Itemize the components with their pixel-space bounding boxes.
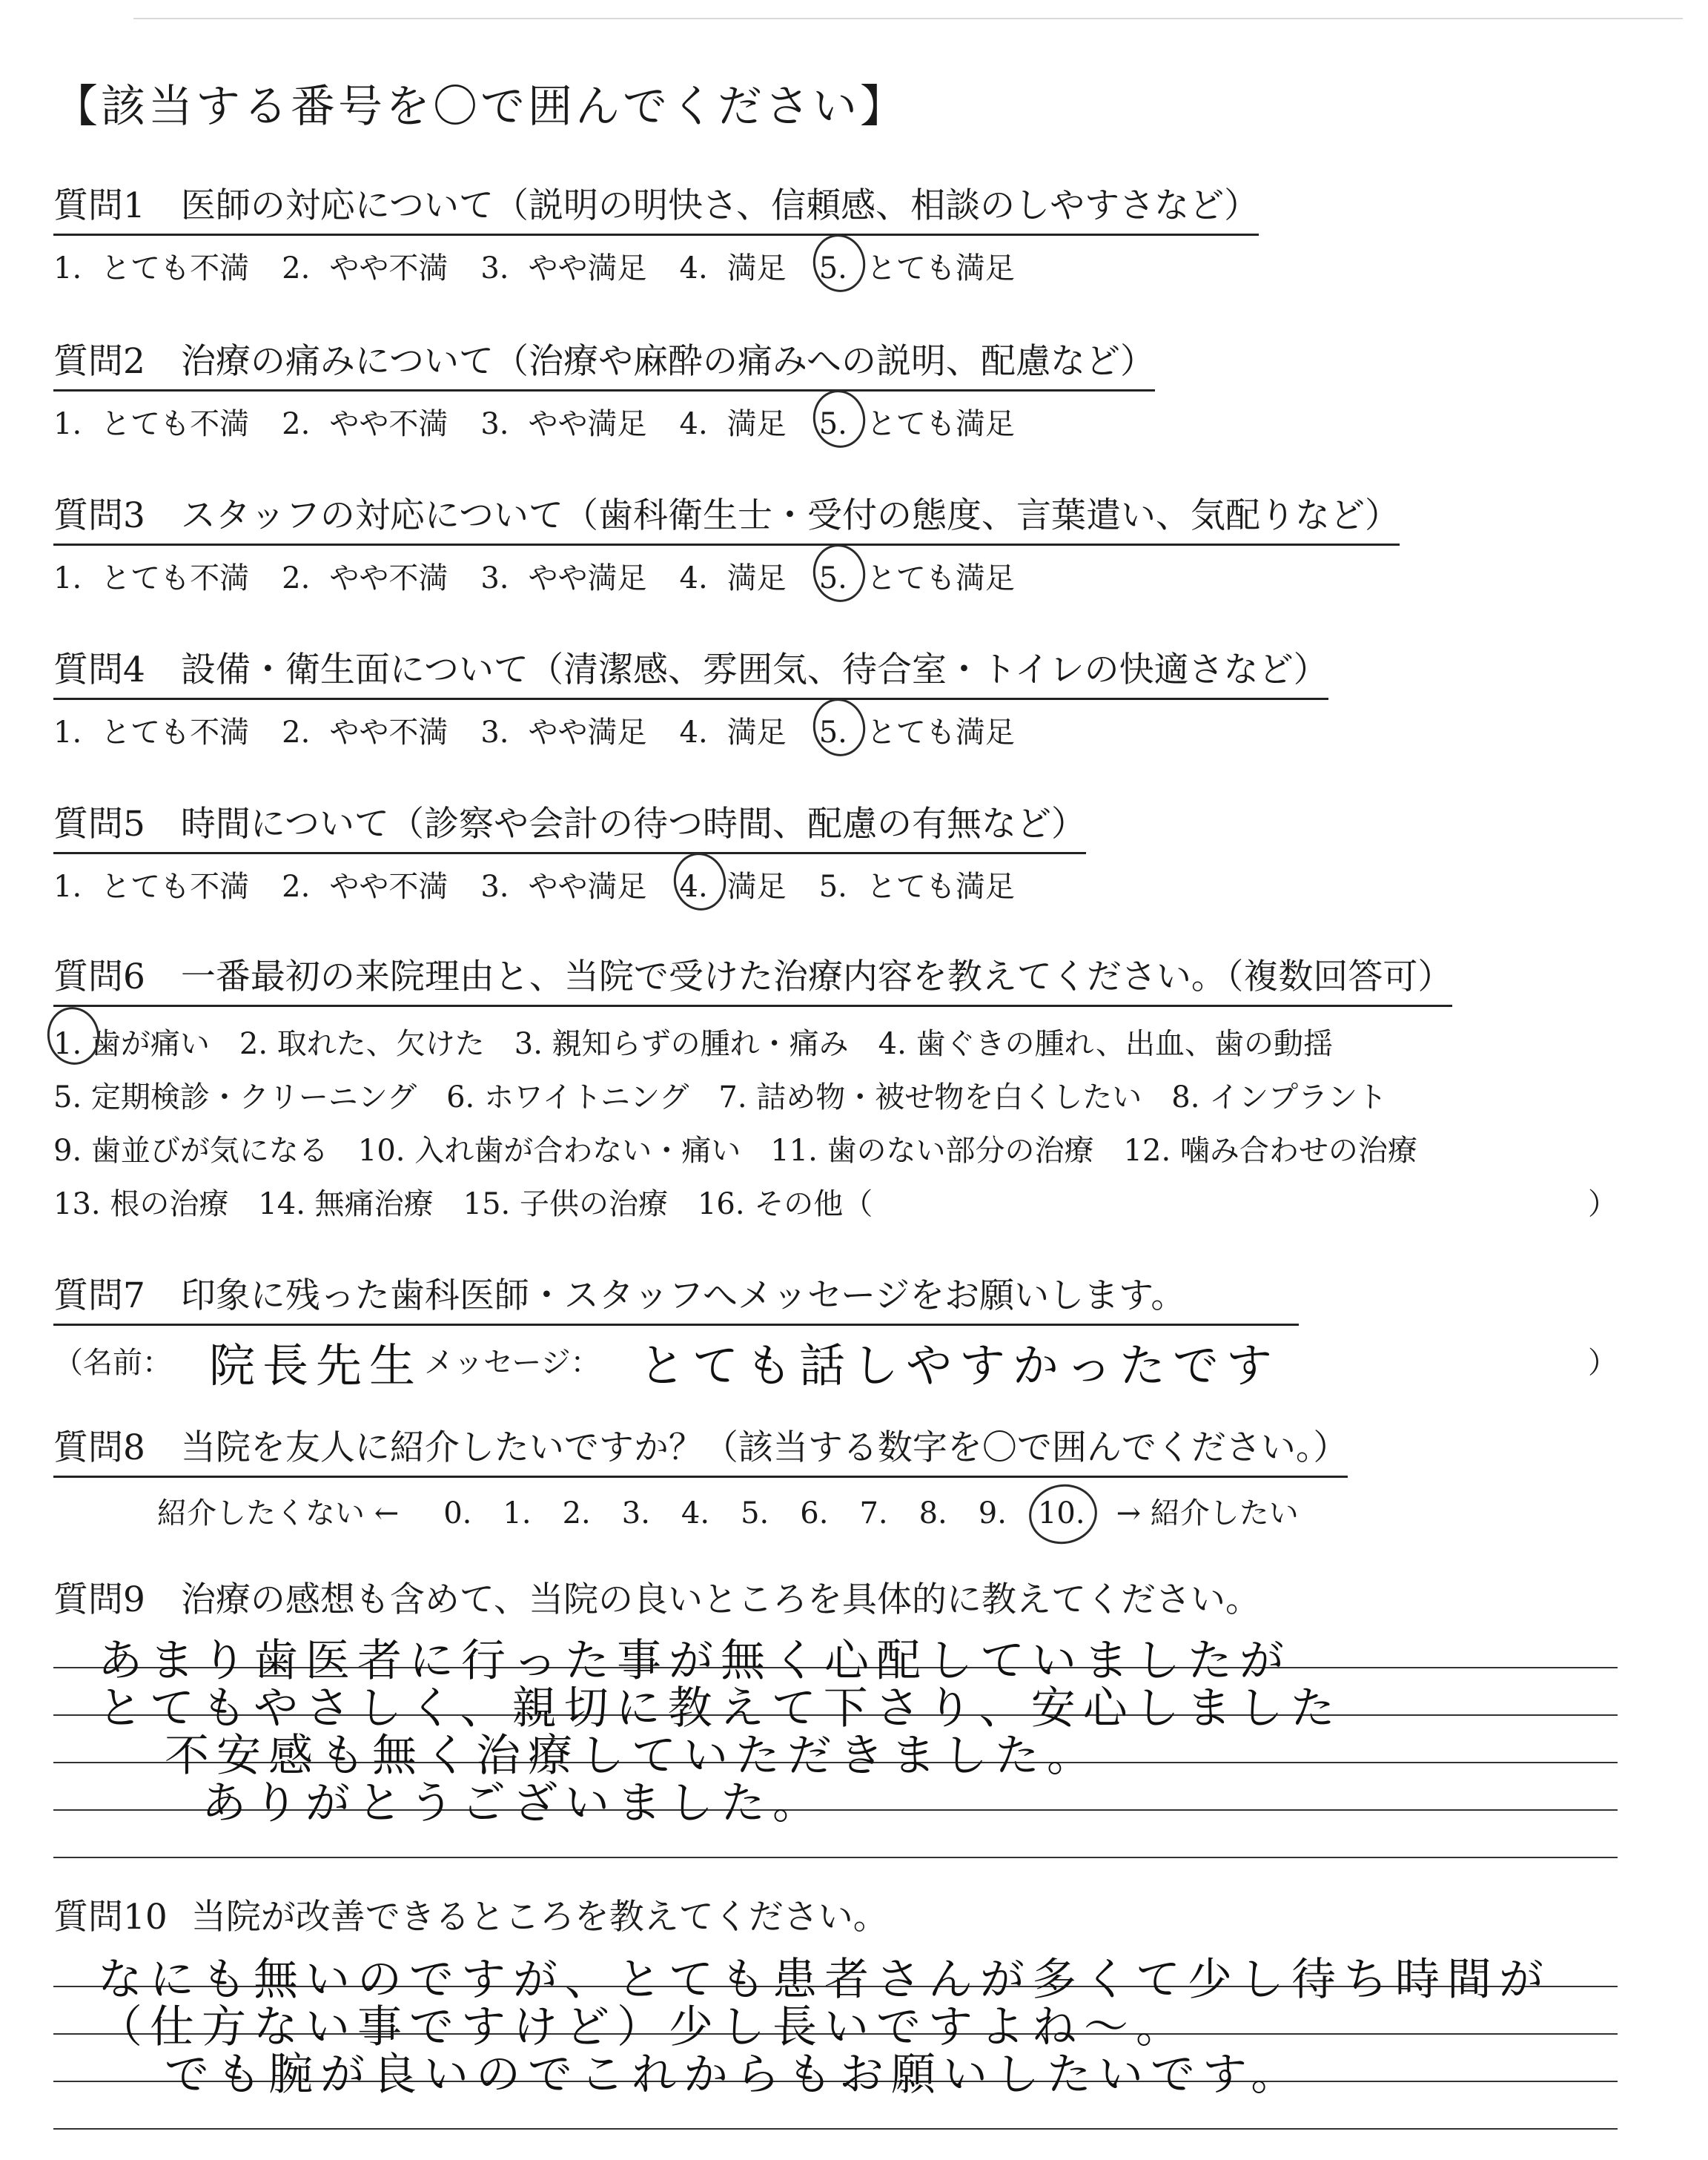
question-5 — [53, 796, 1086, 905]
treatment-option-8[interactable]: 8. インプラント — [1171, 1080, 1388, 1114]
rating-option-1[interactable]: 1. とても不満 — [53, 561, 250, 595]
treatment-option-11[interactable]: 11. 歯のない部分の治療 — [770, 1134, 1094, 1168]
question-3 — [53, 488, 1400, 597]
treatment-row — [53, 1178, 1618, 1231]
question-1-title: 質問1 医師の対応について（説明の明快さ、信頼感、相談のしやすさなど） — [53, 178, 1259, 236]
treatment-option-7[interactable]: 7. 詰め物・被せ物を白くしたい — [718, 1080, 1142, 1114]
rating-option-3[interactable]: 3. やや満足 — [480, 716, 647, 750]
answer-10-lines — [53, 1943, 1618, 2158]
message-value-handwritten: とても話しやすかったです — [639, 1338, 1280, 1393]
scale-left-label: 紹介したくない ← — [157, 1496, 400, 1530]
handwritten-answer-line: でも腕が良いのでこれからもお願いしたいです。 — [165, 2049, 1303, 2101]
rating-option-4[interactable]: 4. 満足 — [679, 561, 787, 595]
rating-option-5[interactable]: 5. とても満足 — [819, 709, 1015, 751]
recommend-score-2[interactable]: 2. — [562, 1496, 591, 1530]
treatment-option-16[interactable]: 16. その他（ — [697, 1187, 873, 1221]
question-8 — [53, 1420, 1618, 1532]
name-value-handwritten: 院長先生 — [209, 1338, 423, 1393]
question-9 — [53, 1572, 1260, 1622]
treatment-option-5[interactable]: 5. 定期検診・クリーニング — [53, 1080, 417, 1114]
ruled-line — [53, 1857, 1618, 1858]
rating-option-3[interactable]: 3. やや満足 — [480, 870, 647, 904]
rating-option-4[interactable]: 4. 満足 — [679, 407, 787, 441]
handwritten-answer-line: 不安感も無く治療していただきました。 — [165, 1730, 1099, 1782]
rating-option-5[interactable]: 5. とても満足 — [819, 245, 1015, 287]
recommend-score-1[interactable]: 1. — [503, 1496, 532, 1530]
rating-option-4[interactable]: 4. 満足 — [679, 251, 787, 285]
rating-option-3[interactable]: 3. やや満足 — [480, 407, 647, 441]
recommend-score-10[interactable]: 10. — [1037, 1496, 1085, 1530]
rating-option-5[interactable]: 5. とても満足 — [819, 400, 1015, 443]
handwritten-answer-line: なにも無いのですが、とても患者さんが多くて少し待ち時間が — [98, 1954, 1551, 2006]
question-7-title: 質問7 印象に残った歯科医師・スタッフへメッセージをお願いします。 — [53, 1268, 1299, 1326]
question-2-title: 質問2 治療の痛みについて（治療や麻酔の痛みへの説明、配慮など） — [53, 334, 1155, 392]
rating-option-2[interactable]: 2. やや不満 — [282, 561, 448, 595]
treatment-row — [53, 1017, 1618, 1071]
handwritten-answer-line: ありがとうございました。 — [202, 1777, 824, 1829]
treatment-option-14[interactable]: 14. 無痛治療 — [258, 1187, 434, 1221]
handwritten-answer-line: （仕方ない事ですけど）少し長いですよね〜。 — [98, 2001, 1188, 2053]
question-4-title: 質問4 設備・衛生面について（清潔感、雰囲気、待合室・トイレの快適さなど） — [53, 642, 1328, 700]
rating-options — [53, 555, 1400, 597]
treatment-option-6[interactable]: 6. ホワイトニング — [446, 1080, 689, 1114]
recommend-score-4[interactable]: 4. — [681, 1496, 710, 1530]
recommend-score-5[interactable]: 5. — [741, 1496, 769, 1530]
question-2 — [53, 334, 1155, 443]
question-6 — [53, 949, 1618, 1231]
rating-option-5[interactable]: 5. とても満足 — [818, 870, 1015, 904]
rating-option-4[interactable]: 4. 満足 — [679, 716, 787, 750]
instruction-header: 【該当する番号を〇で囲んでください】 — [53, 81, 907, 133]
question-8-title: 質問8 当院を友人に紹介したいですか？（該当する数字を〇で囲んでください。） — [53, 1420, 1348, 1478]
question-10-title: 質問10 当院が改善できるところを教えてください。 — [53, 1897, 888, 1938]
question-4 — [53, 642, 1328, 751]
question-10 — [53, 1889, 888, 1939]
treatment-option-2[interactable]: 2. 取れた、欠けた — [239, 1027, 485, 1061]
rating-options — [53, 863, 1086, 905]
question-5-title: 質問5 時間について（診察や会計の待つ時間、配慮の有無など） — [53, 796, 1086, 854]
recommend-score-9[interactable]: 9. — [978, 1496, 1007, 1530]
rating-option-3[interactable]: 3. やや満足 — [480, 251, 647, 285]
rating-options — [53, 245, 1259, 287]
treatment-option-12[interactable]: 12. 噛み合わせの治療 — [1123, 1134, 1417, 1168]
treatment-option-3[interactable]: 3. 親知らずの腫れ・痛み — [514, 1027, 849, 1061]
rating-options — [53, 400, 1155, 443]
recommend-score-0[interactable]: 0. — [443, 1496, 472, 1530]
treatment-option-9[interactable]: 9. 歯並びが気になる — [53, 1134, 328, 1168]
other-close-paren: ） — [1588, 1187, 1618, 1221]
question-9-title: 質問9 治療の感想も含めて、当院の良いところを具体的に教えてください。 — [53, 1579, 1260, 1620]
rating-option-1[interactable]: 1. とても不満 — [53, 407, 250, 441]
treatment-row — [53, 1124, 1618, 1178]
recommend-scale — [53, 1490, 1618, 1532]
rating-option-3[interactable]: 3. やや満足 — [480, 561, 647, 595]
recommend-score-6[interactable]: 6. — [800, 1496, 829, 1530]
rating-option-1[interactable]: 1. とても不満 — [53, 716, 250, 750]
question-1 — [53, 178, 1259, 287]
rating-option-1[interactable]: 1. とても不満 — [53, 870, 250, 904]
treatment-row — [53, 1071, 1618, 1124]
rating-option-2[interactable]: 2. やや不満 — [282, 251, 448, 285]
q7-close-paren: ） — [1588, 1346, 1618, 1380]
handwritten-answer-line: あまり歯医者に行った事が無く心配していましたが — [98, 1635, 1291, 1687]
rating-option-2[interactable]: 2. やや不満 — [282, 870, 448, 904]
recommend-score-8[interactable]: 8. — [918, 1496, 947, 1530]
page-top-rule — [133, 18, 1683, 19]
scale-right-label: → 紹介したい — [1116, 1496, 1299, 1530]
rating-option-2[interactable]: 2. やや不満 — [282, 716, 448, 750]
rating-option-1[interactable]: 1. とても不満 — [53, 251, 250, 285]
rating-option-5[interactable]: 5. とても満足 — [819, 555, 1015, 597]
ruled-line — [53, 2128, 1618, 2130]
rating-options — [53, 709, 1328, 751]
treatment-option-4[interactable]: 4. 歯ぐきの腫れ、出血、歯の動揺 — [878, 1027, 1333, 1061]
question-7 — [53, 1268, 1618, 1398]
treatment-option-15[interactable]: 15. 子供の治療 — [463, 1187, 668, 1221]
treatment-option-10[interactable]: 10. 入れ歯が合わない・痛い — [357, 1134, 741, 1168]
question-6-title: 質問6 一番最初の来院理由と、当院で受けた治療内容を教えてください。（複数回答可） — [53, 949, 1452, 1007]
rating-option-4[interactable]: 4. 満足 — [680, 863, 787, 905]
recommend-score-7[interactable]: 7. — [859, 1496, 888, 1530]
name-label: （名前： — [53, 1346, 172, 1380]
treatment-option-13[interactable]: 13. 根の治療 — [53, 1187, 229, 1221]
treatment-option-1[interactable]: 1. 歯が痛い — [53, 1017, 210, 1071]
answer-9-lines — [53, 1624, 1618, 1861]
rating-option-2[interactable]: 2. やや不満 — [282, 407, 448, 441]
message-label: メッセージ： — [424, 1346, 600, 1380]
recommend-score-3[interactable]: 3. — [621, 1496, 650, 1530]
question-3-title: 質問3 スタッフの対応について（歯科衛生士・受付の態度、言葉遣い、気配りなど） — [53, 488, 1400, 546]
handwritten-answer-line: とてもやさしく、親切に教えて下さり、安心しました — [98, 1682, 1343, 1734]
